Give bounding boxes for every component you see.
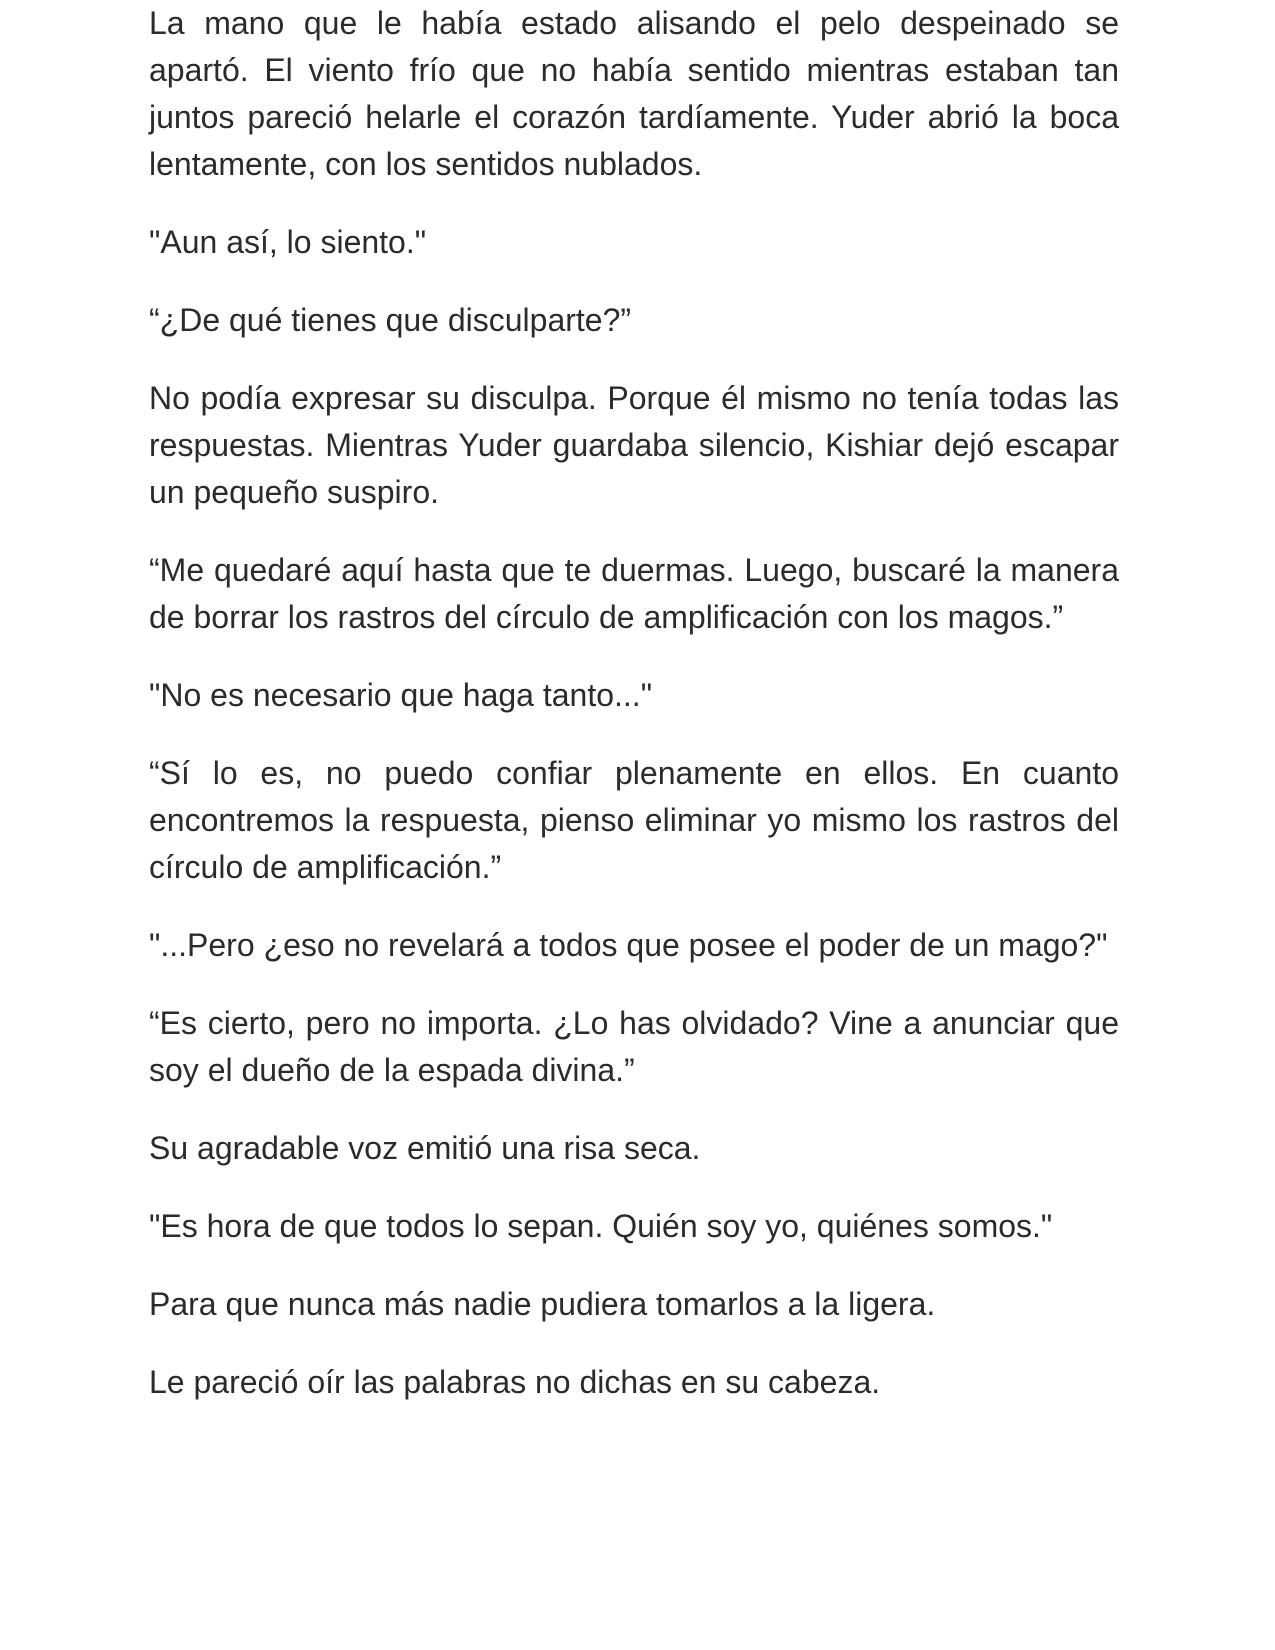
paragraph-9: “Es cierto, pero no importa. ¿Lo has olvidado? Vine a anunciar que soy el dueño de la espada divina.”: [149, 1005, 1119, 1088]
paragraph-12: Para que nunca más nadie pudiera tomarlos a la ligera.: [149, 1286, 936, 1322]
paragraph-6: "No es necesario que haga tanto...": [149, 677, 653, 713]
paragraph-13: Le pareció oír las palabras no dichas en su cabeza.: [149, 1364, 881, 1400]
paragraph-2: "Aun así, lo siento.": [149, 224, 427, 260]
paragraph-4: No podía expresar su disculpa. Porque él mismo no tenía todas las respuestas. Mientras Yuder guardaba silencio, Kishiar dejó escapar un pequeño suspiro.: [149, 380, 1119, 510]
document-page: [149, 0, 1119, 1437]
paragraph-10: Su agradable voz emitió una risa seca.: [149, 1130, 701, 1166]
paragraph-1: La mano que le había estado alisando el pelo despeinado se apartó. El viento frío que no había sentido mientras estaban tan juntos pareció helarle el corazón tardíamente. Yuder abrió la boca lentamente, con los sentidos nublados.: [149, 5, 1119, 182]
paragraph-7: “Sí lo es, no puedo confiar plenamente en ellos. En cuanto encontremos la respuesta, pienso eliminar yo mismo los rastros del círculo de amplificación.”: [149, 755, 1119, 885]
paragraph-8: "...Pero ¿eso no revelará a todos que posee el poder de un mago?": [149, 927, 1108, 963]
paragraph-5: “Me quedaré aquí hasta que te duermas. Luego, buscaré la manera de borrar los rastros del círculo de amplificación con los magos.”: [149, 552, 1119, 635]
paragraph-3: “¿De qué tienes que disculparte?”: [149, 302, 632, 338]
paragraph-11: "Es hora de que todos lo sepan. Quién soy yo, quiénes somos.": [149, 1208, 1053, 1244]
